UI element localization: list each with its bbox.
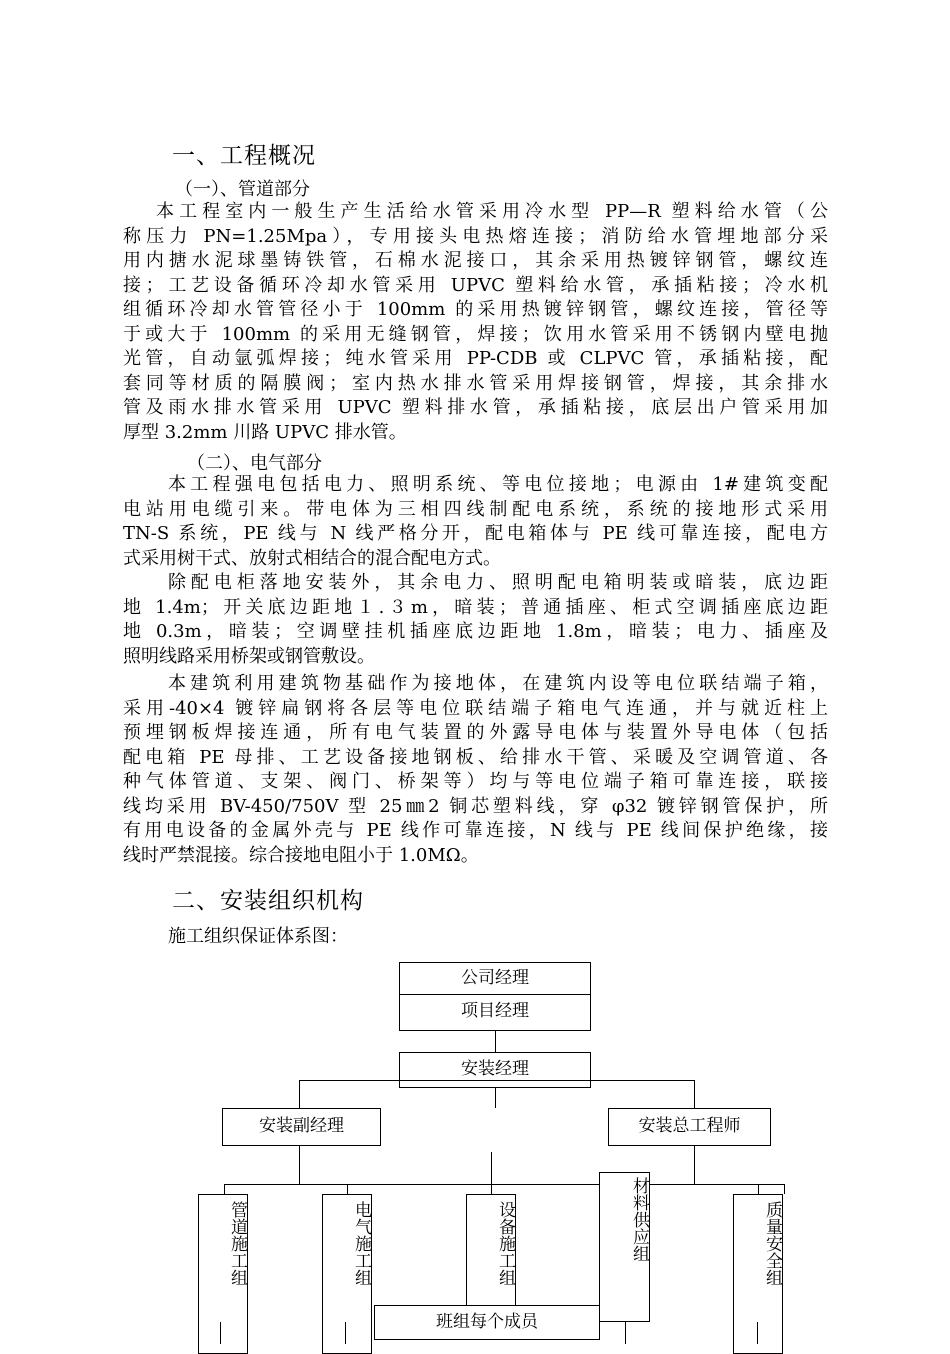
connector-line <box>224 1184 784 1185</box>
electric-group-box <box>322 1194 372 1354</box>
electrical-paragraph-1 <box>123 473 828 571</box>
equipment-group-box <box>466 1194 516 1306</box>
paragraph-line: 采用-40×4 镀锌扁钢将各层等电位联结端子箱电气连通，并与就近柱上 <box>123 697 828 719</box>
connector-line <box>784 1184 785 1194</box>
paragraph-line: 套同等材质的隔膜阀；室内热水排水管采用焊接钢管，焊接，其余排水 <box>123 372 828 394</box>
deputy-manager-label: 安装副经理 <box>259 1116 344 1136</box>
paragraph-line: 用内搪水泥球墨铸铁管，石棉水泥接口，其余采用热镀锌钢管，螺纹连 <box>123 250 828 271</box>
paragraph-line: 除配电柜落地安装外，其余电力、照明配电箱明装或暗装，底边距 <box>168 572 828 593</box>
connector-line <box>495 1031 496 1052</box>
connector-line <box>694 1146 695 1184</box>
company-manager-box <box>399 962 591 995</box>
paragraph-line: 称压力 PN=1.25Mpa），专用接头电热熔连接；消防给水管埋地部分采 <box>123 225 828 247</box>
deputy-manager-box <box>222 1108 381 1146</box>
subsection-pipes-heading: （一）、管道部分 <box>175 179 310 200</box>
paragraph-line: 本建筑利用建筑物基础作为接地体，在建筑内设等电位联结端子箱， <box>168 673 828 694</box>
paragraph-line: 于或大于 100mm 的采用无缝钢管，焊接；饮用水管采用不锈钢内壁电抛 <box>123 323 828 345</box>
paragraph-line: 种气体管道、支架、阀门、桥架等）均与等电位端子箱可靠连接，联接 <box>123 771 828 792</box>
pipe-group-box <box>198 1194 248 1354</box>
paragraph-line: 有用电设备的金属外壳与 PE 线作可靠连接，N 线与 PE 线间保护绝缘，接 <box>123 820 828 841</box>
paragraph-line: 线时严禁混接。综合接地电阻小于 1.0MΩ。 <box>123 844 479 866</box>
project-manager-box <box>399 994 591 1031</box>
paragraph-line: 接；工艺设备循环冷却水管采用 UPVC 塑料给水管，承插粘接；冷水机 <box>123 274 828 296</box>
paragraph-line: 组循环冷却水管管径小于 100mm 的采用热镀锌钢管，螺纹连接，管径等 <box>123 299 828 320</box>
connector-line <box>220 1322 221 1344</box>
equipment-group-label: 设备施工组 <box>495 1201 515 1286</box>
chief-engineer-box <box>608 1108 771 1146</box>
install-manager-label: 安装经理 <box>461 1059 529 1079</box>
chief-engineer-label: 安装总工程师 <box>638 1116 741 1136</box>
connector-line <box>625 1322 626 1344</box>
material-group-box <box>599 1172 650 1322</box>
company-manager-label: 公司经理 <box>461 968 529 988</box>
connector-line <box>757 1322 758 1344</box>
subsection-electrical-heading: （二）、电气部分 <box>187 453 322 474</box>
connector-line <box>299 1080 300 1109</box>
electrical-paragraph-3 <box>123 672 828 868</box>
paragraph-line: 本工程强电包括电力、照明系统、等电位接地；电源由 1#建筑变配 <box>168 474 828 495</box>
connector-line <box>299 1146 300 1184</box>
team-members-label: 班组每个成员 <box>436 1312 538 1332</box>
paragraph-line: 光管，自动氩弧焊接；纯水管采用 PP-CDB 或 CLPVC 管，承插粘接，配 <box>123 348 828 369</box>
paragraph-line: 管及雨水排水管采用 UPVC 塑料排水管，承插粘接，底层出户管采用加 <box>123 397 828 418</box>
connector-line <box>758 1184 759 1194</box>
section-2-heading: 二、安装组织机构 <box>172 888 364 914</box>
connector-line <box>347 1184 348 1194</box>
paragraph-line: TN-S 系统，PE 线与 N 线严格分开，配电箱体与 PE 线可靠连接，配电方 <box>123 523 828 544</box>
paragraph-line: 厚型 3.2mm 川路 UPVC 排水管。 <box>123 421 407 443</box>
paragraph-line: 线均采用 BV-450/750V 型 25㎜2 铜芯塑料线，穿 φ32 镀锌钢管保护，所 <box>123 795 828 817</box>
material-group-label: 材料供应组 <box>629 1177 649 1262</box>
paragraph-line: 式采用树干式、放射式相结合的混合配电方式。 <box>123 547 501 569</box>
pipes-paragraph <box>123 200 828 445</box>
connector-line <box>224 1184 225 1194</box>
electric-group-label: 电气施工组 <box>351 1201 371 1286</box>
section-1-heading: 一、工程概况 <box>172 143 316 169</box>
paragraph-line: 地 0.3m，暗装；空调壁挂机插座底边距地 1.8m，暗装；电力、插座及 <box>123 621 828 642</box>
connector-line <box>345 1322 346 1344</box>
quality-group-box <box>733 1194 783 1354</box>
connector-line <box>299 1080 694 1081</box>
paragraph-line: 照明线路采用桥架或钢管敷设。 <box>123 645 375 667</box>
connector-line <box>491 1184 492 1194</box>
project-manager-label: 项目经理 <box>461 1001 529 1021</box>
paragraph-line: 电站用电缆引来。带电体为三相四线制配电系统，系统的接地形式采用 <box>123 498 828 520</box>
connector-line <box>495 1088 496 1108</box>
quality-group-label: 质量安全组 <box>762 1201 782 1286</box>
electrical-paragraph-2 <box>123 571 828 669</box>
connector-line <box>491 1152 492 1184</box>
install-manager-box <box>399 1052 591 1088</box>
connector-line <box>694 1080 695 1109</box>
paragraph-line: 本工程室内一般生产生活给水管采用冷水型 PP—R 塑料给水管（公 <box>156 201 828 222</box>
team-members-box <box>374 1305 600 1340</box>
paragraph-line: 地 1.4m；开关底边距地１.３m，暗装；普通插座、柜式空调插座底边距 <box>123 596 828 618</box>
paragraph-line: 配电箱 PE 母排、工艺设备接地钢板、给排水干管、采暖及空调管道、各 <box>123 746 828 768</box>
paragraph-line: 预埋钢板焊接连通，所有电气装置的外露导电体与装置外导电体（包括 <box>123 722 828 743</box>
org-chart-intro: 施工组织保证体系图： <box>168 926 348 947</box>
pipe-group-label: 管道施工组 <box>227 1201 247 1286</box>
